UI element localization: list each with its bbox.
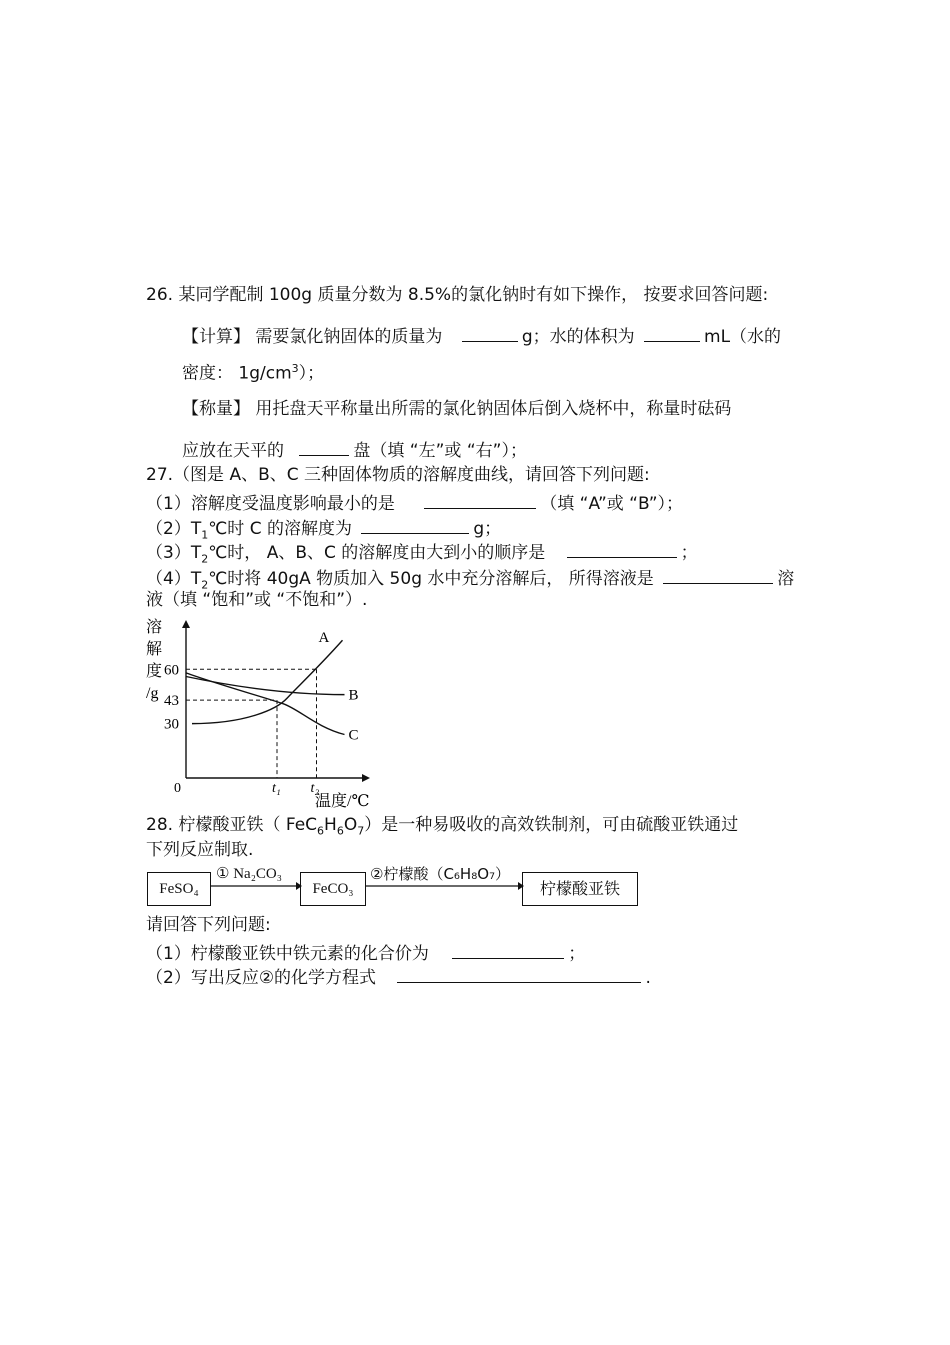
y-axis-label-char: /g [146,685,159,702]
q28-part2-text: （2）写出反应②的化学方程式 [146,968,377,988]
curve-b [186,677,345,695]
y-tick-label: 43 [164,693,179,710]
solubility-chart [140,612,380,812]
arrow1 [210,882,302,892]
curve-label-c: C [348,727,359,744]
q27-part4-cont: 液（填 “饱和”或 “不饱和”）. [146,590,368,610]
q28-part2 [146,966,651,987]
x-axis-arrow [362,774,370,782]
q27-part2-sub: 1 [201,528,209,542]
q28-part1-tail: ； [568,944,586,964]
x-axis-label: 温度/℃ [315,793,370,810]
q27-part1-tail: （填 “A”或 “B”）； [540,494,684,514]
y-axis-arrow [182,620,190,628]
q27-part2-text-b: ℃时 C 的溶解度为 [208,519,352,539]
q27-part3-text-b: ℃时， A、B、C 的溶解度由大到小的顺序是 [208,543,546,563]
q27-part3-tail: ； [680,543,698,563]
q27-part4 [146,567,794,590]
q28-intro-sub3: 7 [357,824,365,838]
q27-part1 [146,492,683,513]
box-feso4 [147,872,211,906]
q28-intro-b: H [324,815,337,835]
curve-label-b: B [348,687,359,704]
q26-calc-unit: g；水的体积为 [521,327,635,347]
q26-density-sup: 3 [291,362,299,375]
q28-part1 [146,942,585,963]
q27-part4-blank[interactable] [663,567,773,584]
q28-intro-sub1: 6 [317,824,325,838]
y-tick-label: 60 [164,662,179,679]
q27-part2 [146,517,501,540]
q26-place-tail: 盘（填 “左”或 “右”）； [353,441,527,461]
q28-intro-a: 28. 柠檬酸亚铁（ FeC [146,815,318,835]
q27-part3-sub: 2 [201,552,209,566]
q27-part1-blank[interactable] [424,492,536,509]
q26-density-line [182,363,324,383]
q26-density-text: 密度： 1g/cm [182,363,292,384]
y-axis-label-char: 溶 [146,619,163,636]
q26-volume-blank[interactable] [644,325,700,342]
arrow2 [366,882,524,892]
y-tick-label: 30 [164,716,179,733]
box-feco3 [300,872,366,906]
y-axis-label-char: 度 [146,663,163,680]
q26-place-line [182,439,527,460]
x-tick-label: t₂ [310,781,320,796]
q28-intro-c: O [343,815,358,835]
curve-c [186,673,345,735]
q28-intro-sub2: 6 [336,824,344,838]
q26-line1: 26. 某同学配制 100g 质量分数为 8.5%的氯化钠时有如下操作， 按要求回答问题: [146,285,769,305]
x-tick-label: t₁ [272,781,281,796]
q27-part3 [146,541,698,564]
q27-intro: 27.（图是 A、B、C 三种固体物质的溶解度曲线，请回答下列问题: [146,465,650,485]
q28-part2-blank[interactable] [397,966,641,983]
y-axis-label-char: 解 [146,641,163,658]
q26-calc-tail: mL（水的 [704,327,782,347]
box-feco3-label: FeCO₃ [312,880,354,897]
q26-density-tail: ）； [298,363,325,384]
box-ferrous-citrate-label: 柠檬酸亚铁 [539,879,620,898]
q28-intro2: 下列反应制取. [146,840,254,860]
q26-calc-text: 【计算】 需要氯化钠固体的质量为 [182,327,443,347]
q26-place-text: 应放在天平的 [182,441,284,461]
reaction-flow [146,862,642,908]
q28-part2-tail: . [645,968,651,988]
q28-part1-blank[interactable] [452,942,564,959]
q27-part2-blank[interactable] [361,517,469,534]
q26-weigh-line: 【称量】 用托盘天平称量出所需的氯化钠固体后倒入烧杯中，称量时砝码 [182,399,732,419]
q28-part1-text: （1）柠檬酸亚铁中铁元素的化合价为 [146,944,429,964]
q27-part4-sub: 2 [201,578,209,592]
q28-ask: 请回答下列问题: [146,915,271,935]
q27-part1-text: （1）溶解度受温度影响最小的是 [146,494,395,514]
q27-part4-text-a: （4）T [146,569,202,589]
q26-pan-blank[interactable] [299,439,349,456]
q27-part4-tail: 溶 [777,569,795,589]
q28-intro-d: ）是一种易吸收的高效铁制剂，可由硫酸亚铁通过 [364,815,739,835]
arrow1-label: ① Na₂CO₃ [216,866,282,882]
q27-part2-text-a: （2）T [146,519,202,539]
q26-calc-line [182,325,781,346]
curve-label-a: A [318,629,330,646]
q27-part2-tail: g； [473,519,502,539]
q27-part4-text-b: ℃时将 40gA 物质加入 50g 水中充分溶解后， 所得溶液是 [208,569,654,589]
box-ferrous-citrate [522,872,638,906]
origin-label: 0 [174,781,181,796]
arrow2-label: ②柠檬酸（C₆H₈O₇） [370,865,511,883]
q26-mass-blank[interactable] [462,325,518,342]
q28-intro [146,817,738,836]
box-feso4-label: FeSO₄ [159,880,199,897]
q27-part3-text-a: （3）T [146,543,202,563]
q27-part3-blank[interactable] [567,541,677,558]
